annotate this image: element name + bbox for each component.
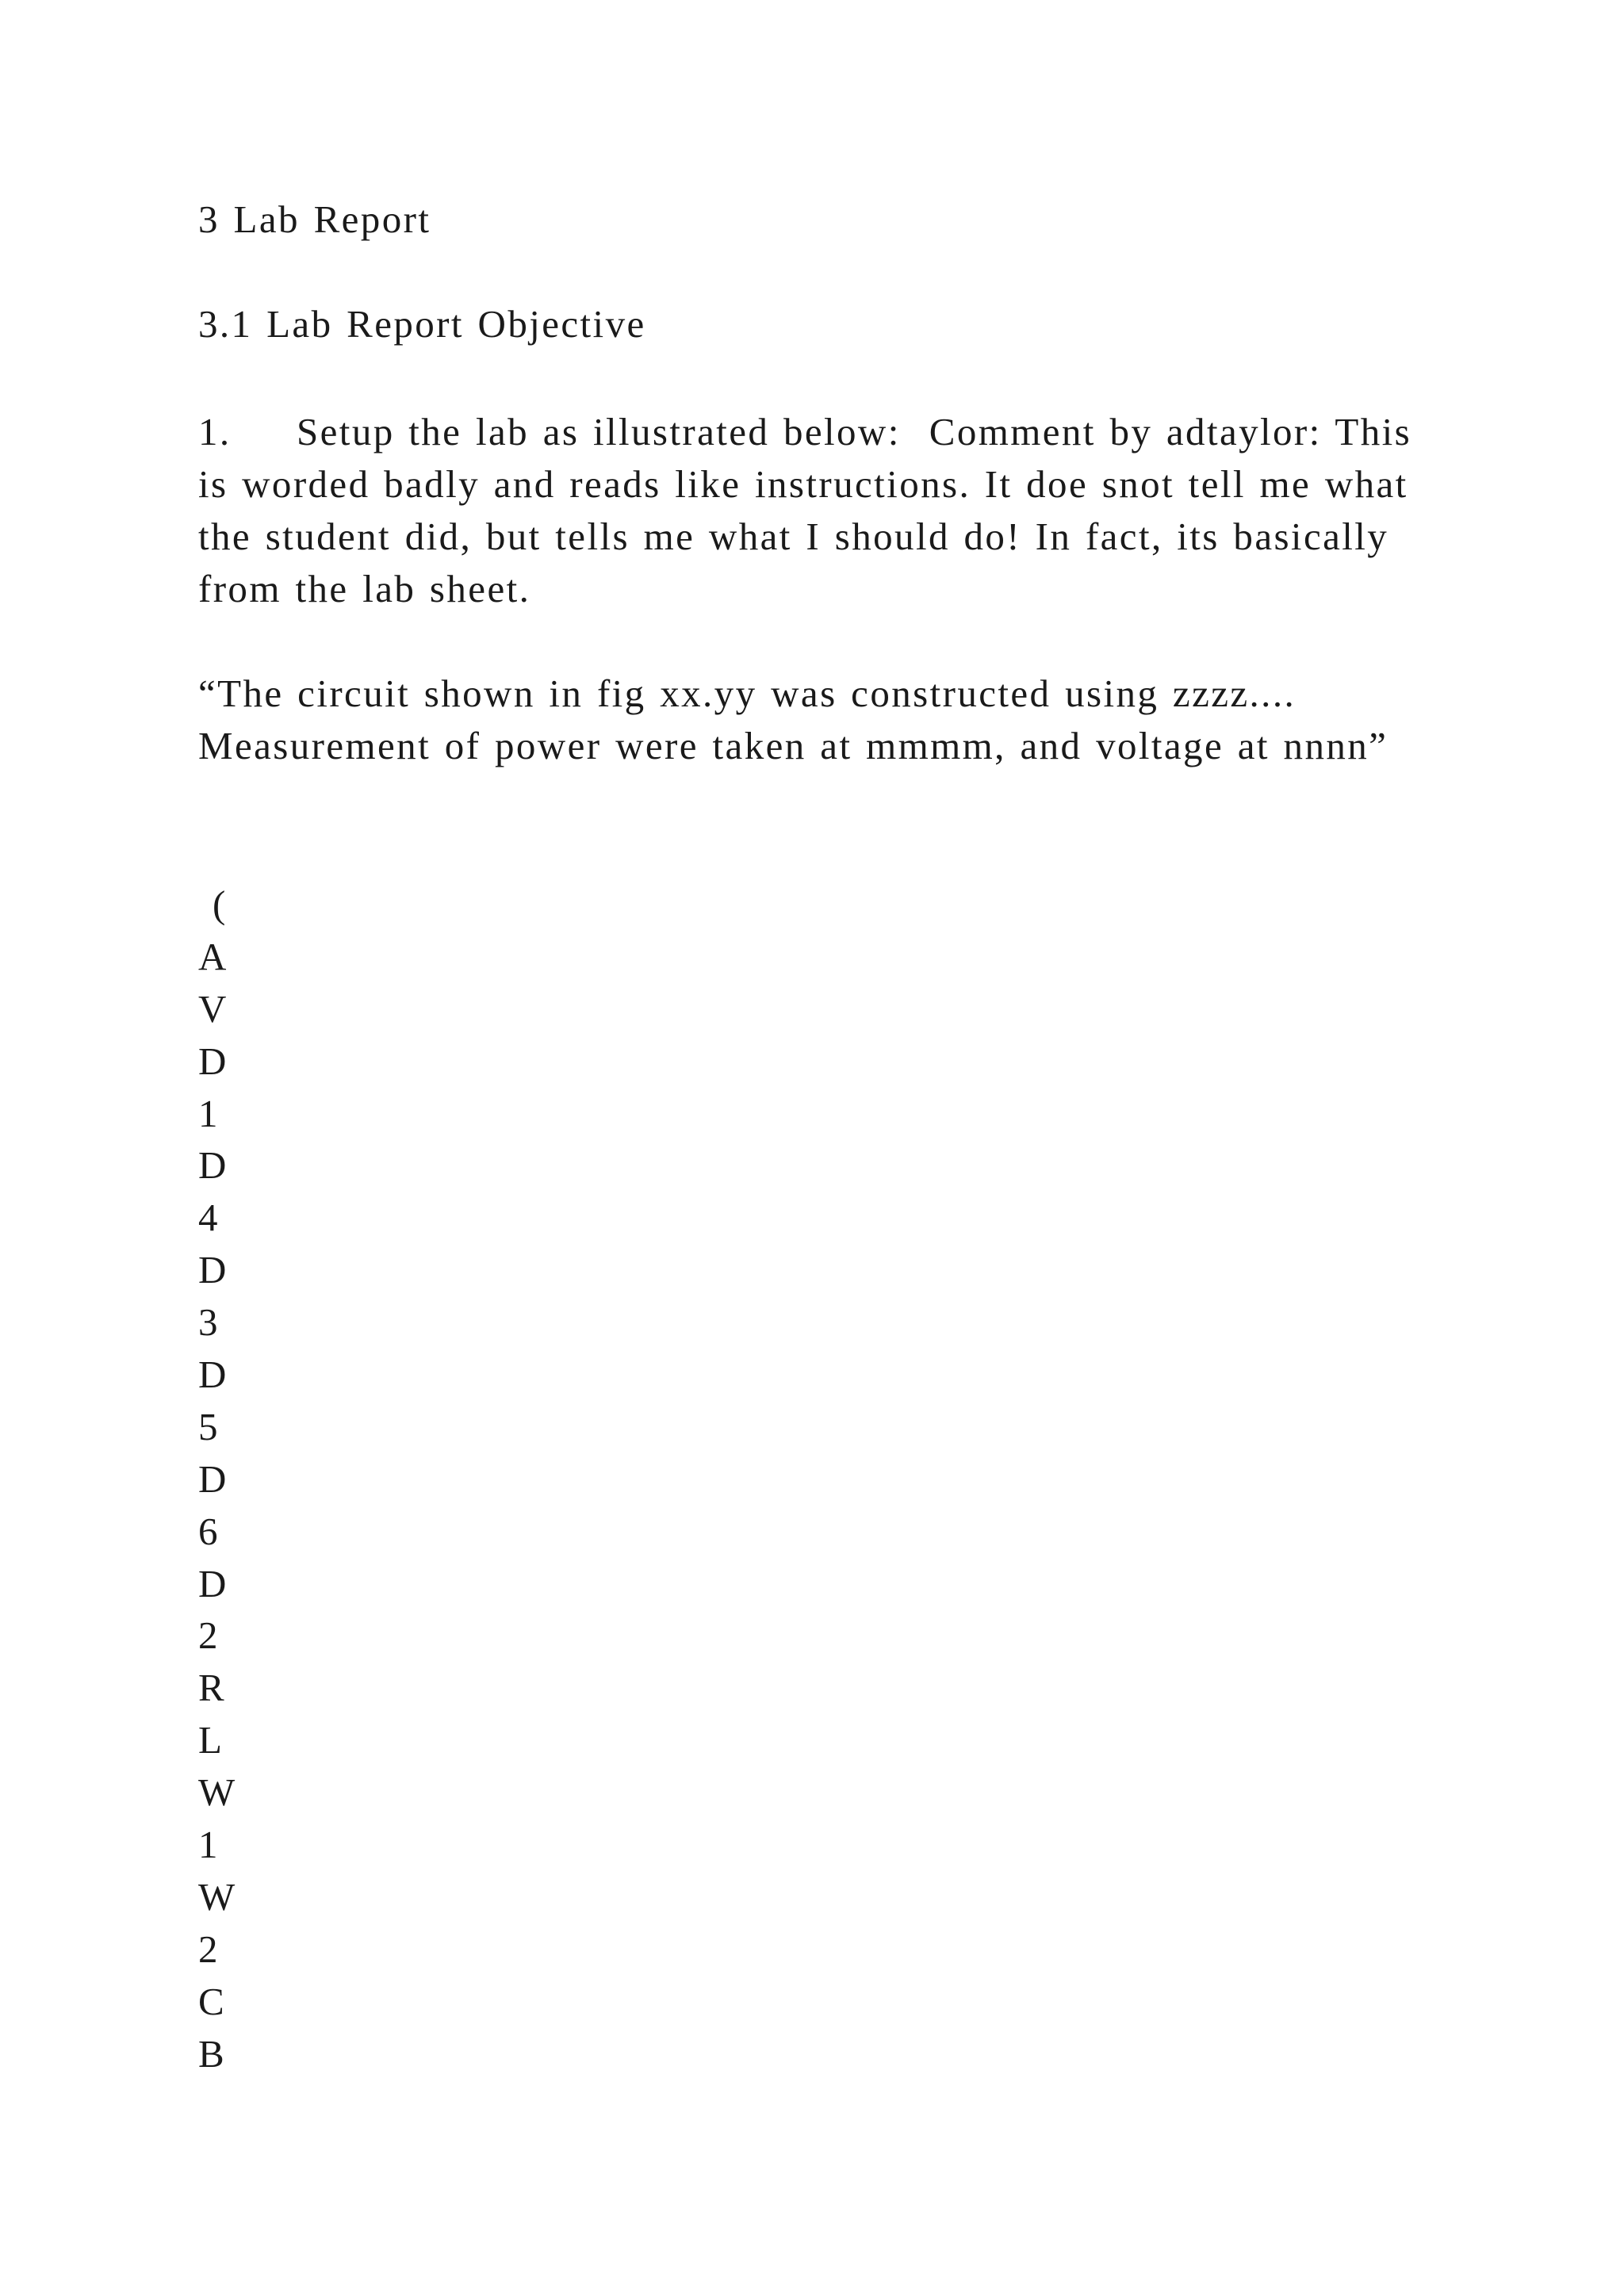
figure-label: B bbox=[198, 2031, 224, 2076]
figure-label: 6 bbox=[198, 1509, 218, 1553]
figure-label: ( bbox=[213, 882, 226, 926]
review-comment: Comment by adtaylor: This is worded badly and reads like instructions. It doe snot tell me what the student did, but tells me what I should do! In fact, its basically from the lab sheet. bbox=[198, 410, 1412, 610]
figure-label: 4 bbox=[198, 1196, 218, 1240]
figure-label: 2 bbox=[198, 1613, 218, 1658]
figure-label: D bbox=[198, 1143, 227, 1188]
figure-label: D bbox=[198, 1353, 227, 1397]
figure-label: 3 bbox=[198, 1300, 218, 1345]
figure-label: D bbox=[198, 1248, 227, 1292]
figure-label: D bbox=[198, 1039, 227, 1083]
subsection-heading: 3.1 Lab Report Objective bbox=[198, 302, 646, 346]
figure-label: D bbox=[198, 1561, 227, 1605]
figure-label: 1 bbox=[198, 1823, 218, 1867]
figure-label: V bbox=[198, 986, 227, 1031]
figure-label: 5 bbox=[198, 1404, 218, 1448]
figure-label: A bbox=[198, 934, 227, 978]
step-text: Setup the lab as illustrated below: bbox=[297, 410, 901, 453]
figure-label: R bbox=[198, 1666, 224, 1710]
step-number: 1. bbox=[198, 410, 232, 453]
figure-label: C bbox=[198, 1979, 224, 2023]
figure-label: 1 bbox=[198, 1091, 218, 1135]
figure-label: 2 bbox=[198, 1927, 218, 1971]
figure-label: W bbox=[198, 1770, 236, 1815]
figure-label-column bbox=[198, 878, 235, 2080]
suggested-wording-paragraph: “The circuit shown in fig xx.yy was constructed using zzzz.... Measurement of power were taken at mmmm, and voltage at nnnn” bbox=[198, 672, 1388, 767]
figure-label: D bbox=[198, 1456, 227, 1501]
figure-label: L bbox=[198, 1718, 222, 1762]
section-heading: 3 Lab Report bbox=[198, 197, 431, 241]
figure-label: W bbox=[198, 1874, 236, 1919]
instruction-paragraph bbox=[198, 406, 1435, 615]
